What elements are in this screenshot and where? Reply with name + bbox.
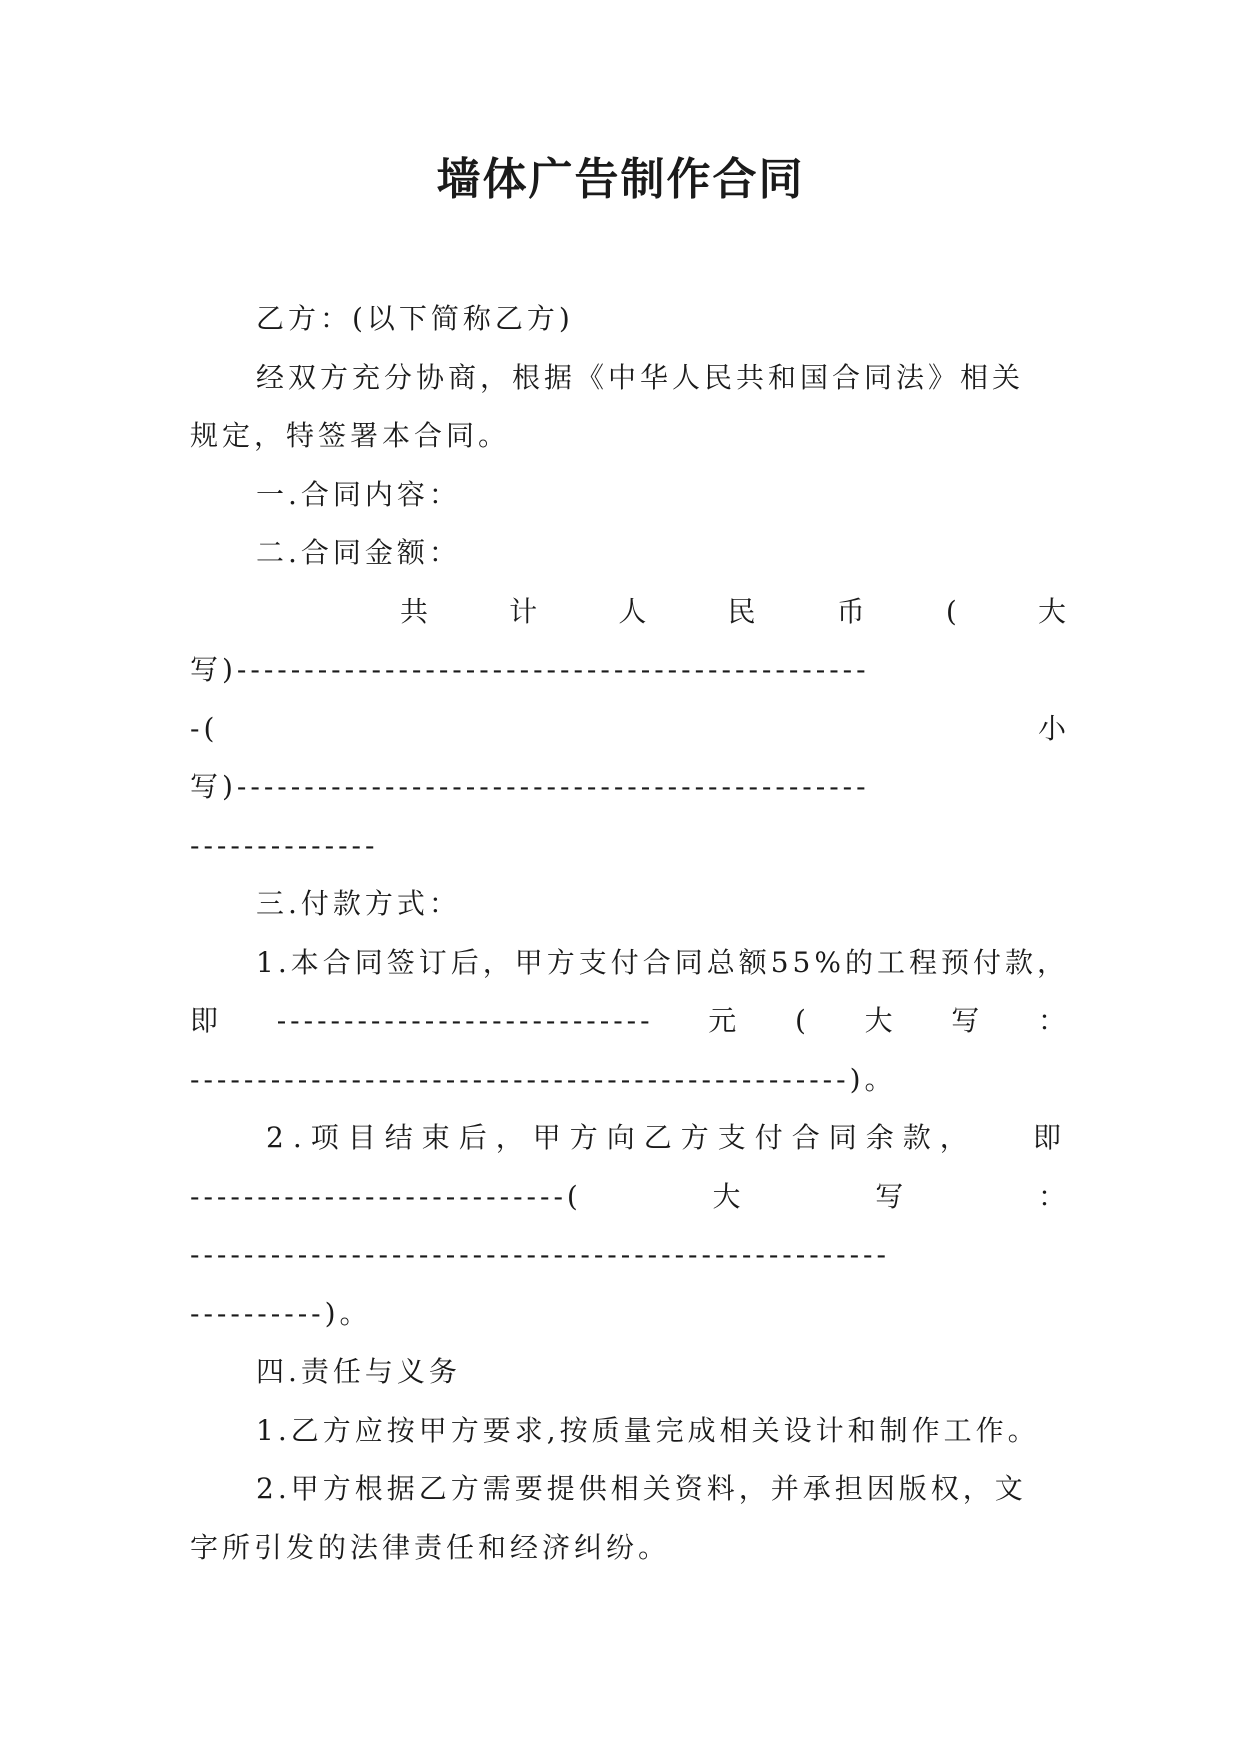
payment-clause-1-blank: -------------------------------------------------)。 [190, 1062, 897, 1096]
contract-body [190, 290, 1070, 1577]
payment-word: ： [1037, 1179, 1070, 1213]
payment-word: 大 [864, 1004, 897, 1037]
payment-word: ： [1037, 1004, 1070, 1037]
duty-clause-1: 1.乙方应按甲方要求,按质量完成相关设计和制作工作。 [256, 1413, 1040, 1447]
amount-lowercase-blank: 写)----------------------------------------------- [190, 770, 870, 803]
payment-word: 即 [190, 1004, 223, 1037]
party-b-line: 乙方：(以下简称乙方) [256, 302, 574, 335]
amount-char: 大 [1037, 594, 1070, 628]
section-3-heading: 三.付款方式： [256, 887, 461, 920]
amount-lowercase-char: 小 [1037, 711, 1070, 745]
amount-char: 民 [727, 594, 760, 628]
payment-clause-1-amount [190, 992, 1070, 1051]
payment-clause-2 [190, 1109, 1070, 1168]
duty-clause-2-cont: 字所引发的法律责任和经济纠纷。 [190, 1530, 671, 1564]
amount-lowercase-open: -( [190, 711, 219, 745]
amount-char: ( [945, 594, 961, 628]
payment-word: ( [794, 1004, 810, 1037]
payment-clause-2-word: 即 [1032, 1121, 1070, 1154]
section-2-heading: 二.合同金额： [256, 536, 461, 569]
payment-word: 写 [951, 1004, 984, 1037]
amount-uppercase-blank: 写)----------------------------------------------- [190, 653, 870, 686]
payment-word: 大 [712, 1179, 745, 1213]
payment-word: 元 [708, 1004, 741, 1037]
payment-clause-1: 1.本合同签订后，甲方支付合同总额55%的工程预付款， [256, 945, 1069, 979]
payment-clause-2-blank: ---------------------------------------------------- [190, 1238, 890, 1271]
payment-word: 写 [875, 1179, 908, 1213]
preamble-line-2: 规定，特签署本合同。 [190, 419, 511, 452]
payment-clause-2-amount [190, 1168, 1070, 1227]
amount-blank-continued: -------------- [190, 828, 379, 862]
duty-clause-2: 2.甲方根据乙方需要提供相关资料，并承担因版权，文 [256, 1472, 1027, 1505]
payment-clause-2-text: 2.项目结束后，甲方向乙方支付合同余款， [266, 1121, 977, 1154]
amount-char: 计 [509, 594, 542, 628]
preamble-line-1: 经双方充分协商，根据《中华人民共和国合同法》相关 [256, 360, 1025, 394]
document-title: 墙体广告制作合同 [436, 154, 805, 205]
amount-total-line [190, 583, 1070, 642]
payment-blank: ---------------------------- [276, 1004, 654, 1037]
section-4-heading: 四.责任与义务 [256, 1355, 461, 1388]
amount-char: 共 [400, 594, 433, 628]
amount-char: 人 [618, 594, 651, 628]
amount-lowercase-line [190, 700, 1070, 759]
section-1-heading: 一.合同内容： [256, 477, 461, 511]
payment-blank: ----------------------------( [190, 1179, 582, 1213]
amount-char: 币 [836, 594, 869, 628]
payment-clause-2-blank-end: ----------)。 [190, 1296, 372, 1330]
